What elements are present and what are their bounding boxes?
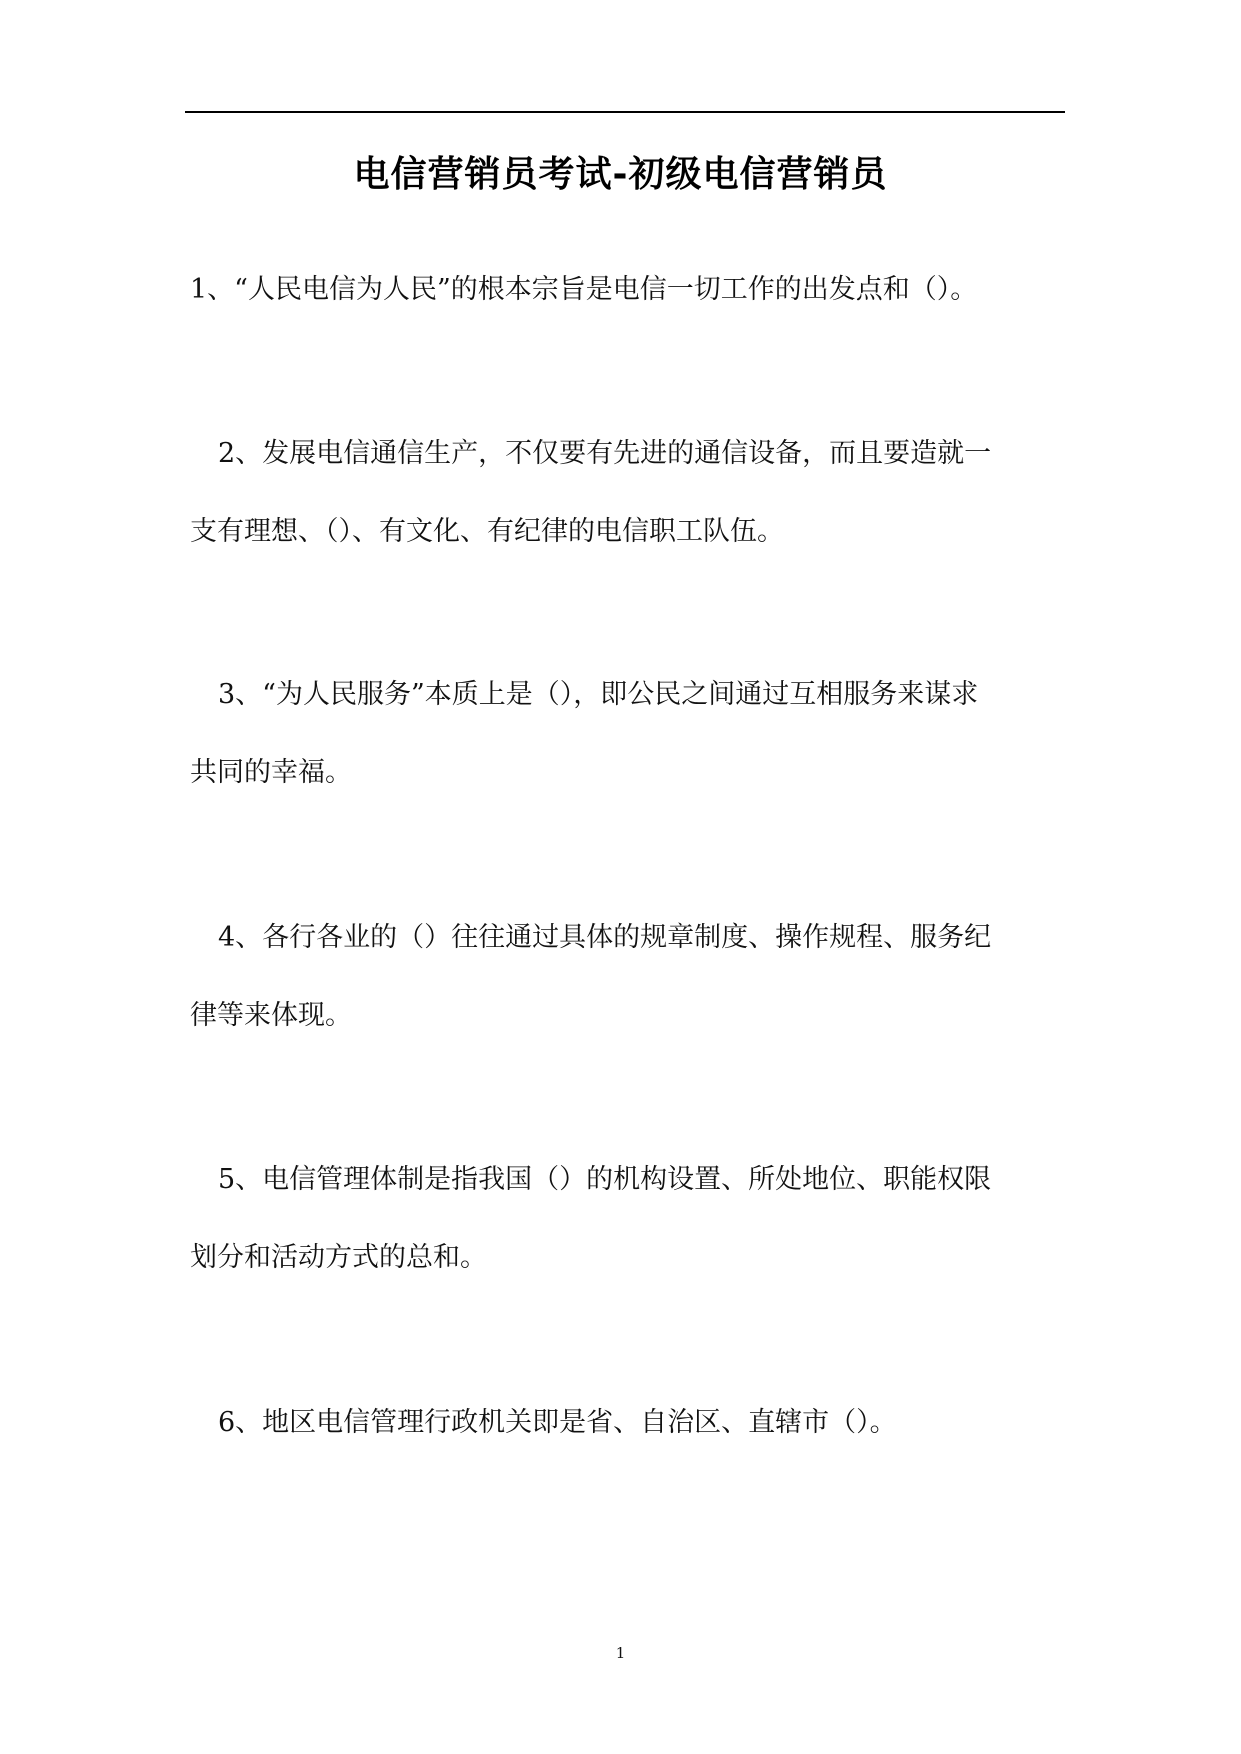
question-6-line-1: 6、地区电信管理行政机关即是省、自治区、直辖市（）。 <box>218 1407 897 1438</box>
header-rule <box>185 111 1065 113</box>
question-4-line-2: 律等来体现。 <box>190 1000 352 1031</box>
question-5-line-1: 5、电信管理体制是指我国（）的机构设置、所处地位、职能权限 <box>218 1164 992 1195</box>
question-4-line-1: 4、各行各业的（）往往通过具体的规章制度、操作规程、服务纪 <box>218 922 992 953</box>
question-3-line-2: 共同的幸福。 <box>190 757 352 788</box>
document-title: 电信营销员考试-初级电信营销员 <box>353 154 888 195</box>
question-3-line-1: 3、“为人民服务”本质上是（），即公民之间通过互相服务来谋求 <box>218 679 979 710</box>
page-number: 1 <box>615 1644 626 1662</box>
question-2-line-1: 2、发展电信通信生产，不仅要有先进的通信设备，而且要造就一 <box>218 438 992 469</box>
question-5-line-2: 划分和活动方式的总和。 <box>190 1242 487 1273</box>
question-1-line-1: 1、“人民电信为人民”的根本宗旨是电信一切工作的出发点和（）。 <box>190 274 978 305</box>
question-2-line-2: 支有理想、（）、有文化、有纪律的电信职工队伍。 <box>190 516 784 547</box>
